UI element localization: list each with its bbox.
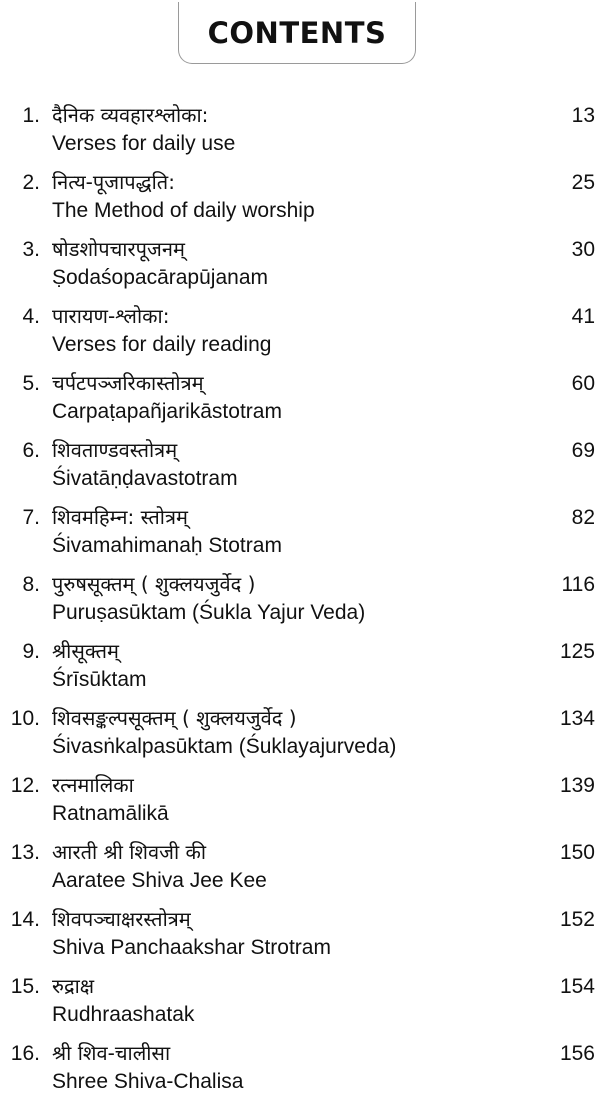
entry-sanskrit-title: श्रीसूक्तम् <box>52 639 119 663</box>
entry-english-title: Ratnamālikā <box>52 802 169 825</box>
toc-entry <box>0 701 600 768</box>
entry-sanskrit-title: श्री शिव-चालीसा <box>52 1041 171 1065</box>
entry-sanskrit-title: शिवमहिम्न: स्तोत्रम् <box>52 505 188 529</box>
entry-english-title: Carpaṭapañjarikāstotram <box>52 400 282 423</box>
entry-english-title: Aaratee Shiva Jee Kee <box>52 869 267 892</box>
toc-entry <box>0 366 600 433</box>
toc-entry <box>0 500 600 567</box>
entry-number: 8. <box>22 573 40 596</box>
toc-entry <box>0 634 600 701</box>
entry-number: 1. <box>22 104 40 127</box>
toc-entry <box>0 299 600 366</box>
entry-page-number: 156 <box>559 1042 595 1065</box>
entry-sanskrit-title: आरती श्री शिवजी की <box>52 840 207 864</box>
entry-sanskrit-title: रुद्राक्ष <box>52 974 95 998</box>
entry-page-number: 60 <box>571 372 595 395</box>
entry-page-number: 152 <box>559 908 595 931</box>
toc-entry <box>0 433 600 500</box>
entry-sanskrit-title: शिवपञ्चाक्षरस्तोत्रम् <box>52 907 191 931</box>
entry-sanskrit-title: शिवताण्डवस्तोत्रम् <box>52 438 178 462</box>
entry-english-title: Śivamahimanaḥ Stotram <box>52 534 282 557</box>
entry-sanskrit-title: शिवसङ्कल्पसूक्तम् ( शुक्लयजुर्वेद ) <box>52 706 297 730</box>
entry-number: 15. <box>10 975 40 998</box>
entry-page-number: 150 <box>559 841 595 864</box>
toc-entry <box>0 232 600 299</box>
entry-number: 14. <box>10 908 40 931</box>
entry-sanskrit-title: नित्य-पूजापद्धति: <box>52 170 175 194</box>
entry-number: 6. <box>22 439 40 462</box>
toc-entry <box>0 98 600 165</box>
entry-english-title: Ṣodaśopacārapūjanam <box>52 266 268 289</box>
toc-entry <box>0 835 600 902</box>
entry-english-title: The Method of daily worship <box>52 199 315 222</box>
toc-entry <box>0 969 600 1036</box>
entry-number: 10. <box>10 707 40 730</box>
entry-page-number: 30 <box>571 238 595 261</box>
entry-english-title: Verses for daily use <box>52 132 236 155</box>
entry-english-title: Verses for daily reading <box>52 333 272 356</box>
entry-number: 12. <box>10 774 40 797</box>
contents-title-box <box>178 2 416 64</box>
entry-page-number: 69 <box>571 439 595 462</box>
toc-entry <box>0 567 600 634</box>
entry-page-number: 82 <box>571 506 595 529</box>
table-of-contents <box>0 98 600 1103</box>
entry-number: 2. <box>22 171 40 194</box>
toc-entry <box>0 165 600 232</box>
entry-number: 4. <box>22 305 40 328</box>
entry-page-number: 116 <box>561 573 595 596</box>
entry-sanskrit-title: पारायण-श्लोका: <box>52 304 170 328</box>
toc-entry <box>0 1036 600 1103</box>
entry-page-number: 134 <box>559 707 595 730</box>
entry-english-title: Śivatāṇḍavastotram <box>52 467 238 490</box>
entry-page-number: 154 <box>559 975 595 998</box>
entry-sanskrit-title: रत्नमालिका <box>52 773 134 797</box>
entry-page-number: 125 <box>559 640 595 663</box>
entry-number: 9. <box>22 640 40 663</box>
toc-entry <box>0 902 600 969</box>
entry-english-title: Śivasṅkalpasūktam (Śuklayajurveda) <box>52 735 397 758</box>
entry-sanskrit-title: चर्पटपञ्जरिकास्तोत्रम् <box>52 371 204 395</box>
entry-number: 13. <box>10 841 40 864</box>
entry-english-title: Shiva Panchaakshar Strotram <box>52 936 331 959</box>
entry-page-number: 25 <box>571 171 595 194</box>
entry-english-title: Rudhraashatak <box>52 1003 195 1026</box>
entry-page-number: 41 <box>571 305 595 328</box>
entry-english-title: Puruṣasūktam (Śukla Yajur Veda) <box>52 601 366 624</box>
entry-number: 3. <box>22 238 40 261</box>
entry-english-title: Shree Shiva-Chalisa <box>52 1070 244 1093</box>
entry-sanskrit-title: पुरुषसूक्तम् ( शुक्लयजुर्वेद ) <box>52 572 256 596</box>
entry-sanskrit-title: दैनिक व्यवहारश्लोका: <box>52 103 209 127</box>
entry-english-title: Śrīsūktam <box>52 668 147 691</box>
toc-entry <box>0 768 600 835</box>
entry-page-number: 13 <box>571 104 595 127</box>
entry-number: 5. <box>22 372 40 395</box>
page-title: CONTENTS <box>207 15 387 50</box>
entry-sanskrit-title: षोडशोपचारपूजनम् <box>52 237 185 261</box>
entry-page-number: 139 <box>559 774 595 797</box>
entry-number: 16. <box>10 1042 40 1065</box>
entry-number: 7. <box>22 506 40 529</box>
